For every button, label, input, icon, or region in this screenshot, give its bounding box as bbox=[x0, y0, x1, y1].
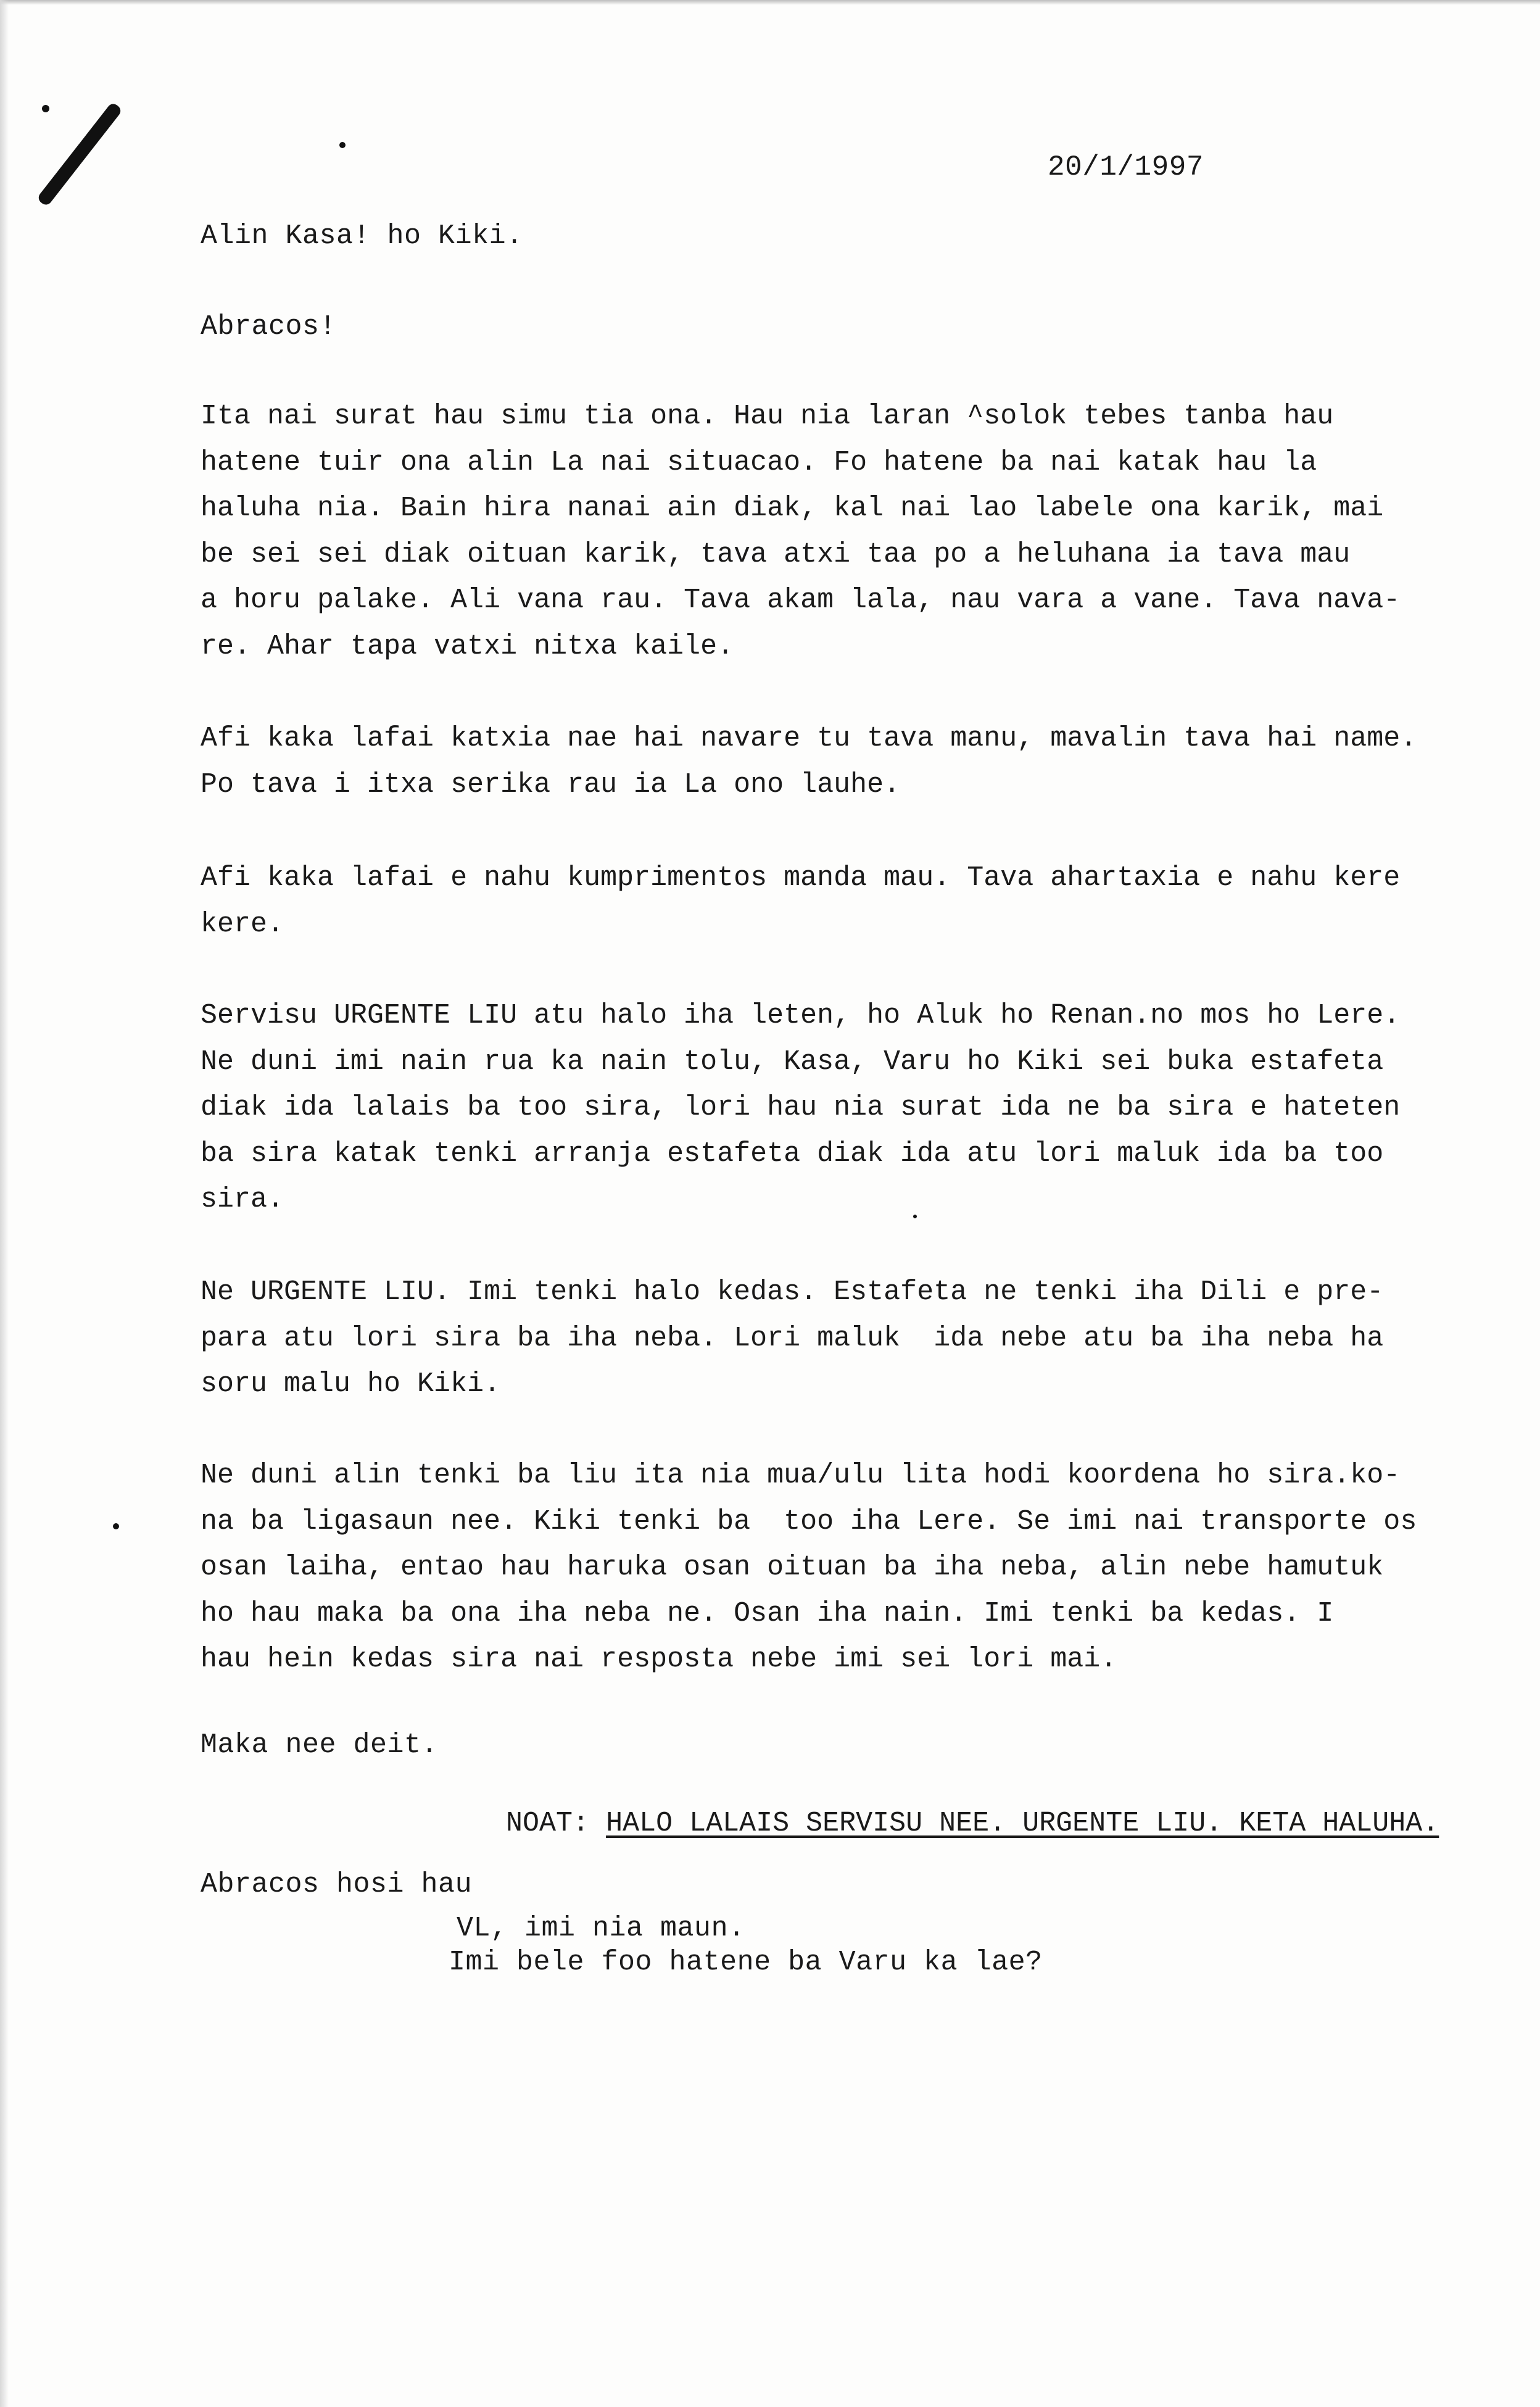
sign-off: Abracos hosi hau bbox=[201, 1869, 473, 1900]
text-line: Afi kaka lafai katxia nae hai navare tu tava manu, mavalin tava hai name. bbox=[201, 723, 1417, 754]
greeting: Abracos! bbox=[201, 311, 337, 343]
ink-dot-mark bbox=[113, 1523, 119, 1529]
paper-left-edge bbox=[0, 0, 9, 2407]
paragraph-1 bbox=[201, 394, 1521, 670]
paragraph-2 bbox=[201, 716, 1521, 808]
text-line: Ne duni alin tenki ba liu ita nia mua/ulu lita hodi koordena ho sira.ko- bbox=[201, 1460, 1401, 1491]
text-line: para atu lori sira ba iha neba. Lori maluk ida nebe atu ba iha neba ha bbox=[201, 1322, 1384, 1354]
text-line: a horu palake. Ali vana rau. Tava akam lala, nau vara a vane. Tava nava- bbox=[201, 584, 1401, 616]
text-line: be sei sei diak oituan karik, tava atxi taa po a heluhana ia tava mau bbox=[201, 538, 1351, 570]
letter-date: 20/1/1997 bbox=[1048, 151, 1204, 183]
ink-slash-mark bbox=[36, 101, 123, 207]
text-line: hatene tuir ona alin La nai situacao. Fo hatene ba nai katak hau la bbox=[201, 446, 1317, 478]
text-line: Servisu URGENTE LIU atu halo iha leten, ho Aluk ho Renan.no mos ho Lere. bbox=[201, 1000, 1401, 1031]
text-line: hau hein kedas sira nai resposta nebe imi sei lori mai. bbox=[201, 1644, 1117, 1675]
note-label: NOAT: bbox=[506, 1808, 606, 1839]
note-text: HALO LALAIS SERVISU NEE. URGENTE LIU. KETA HALUHA. bbox=[606, 1808, 1439, 1839]
text-line: Po tava i itxa serika rau ia La ono lauhe. bbox=[201, 768, 901, 800]
text-line: osan laiha, entao hau haruka osan oituan ba iha neba, alin nebe hamutuk bbox=[201, 1552, 1384, 1583]
text-line: na ba ligasaun nee. Kiki tenki ba too iha Lere. Se imi nai transporte os bbox=[201, 1505, 1417, 1537]
text-line: sira. bbox=[201, 1184, 284, 1215]
text-line: soru malu ho Kiki. bbox=[201, 1368, 501, 1400]
paragraph-6 bbox=[201, 1453, 1521, 1683]
text-line: ho hau maka ba ona iha neba ne. Osan iha nain. Imi tenki ba kedas. I bbox=[201, 1597, 1334, 1629]
paper-top-edge bbox=[0, 0, 1540, 5]
text-line: Ne URGENTE LIU. Imi tenki halo kedas. Estafeta ne tenki iha Dili e pre- bbox=[201, 1276, 1384, 1308]
urgent-note bbox=[439, 1776, 1439, 1871]
paragraph-5 bbox=[201, 1270, 1521, 1408]
text-line: ba sira katak tenki arranja estafeta diak ida atu lori maluk ida ba too bbox=[201, 1137, 1384, 1170]
text-line: Afi kaka lafai e nahu kumprimentos manda mau. Tava ahartaxia e nahu kere bbox=[201, 862, 1401, 894]
text-line: Ita nai surat hau simu tia ona. Hau nia laran ^solok tebes tanba hau bbox=[201, 401, 1334, 432]
text-line: kere. bbox=[201, 908, 284, 940]
ink-dot-mark bbox=[42, 105, 49, 112]
closing-line: Maka nee deit. bbox=[201, 1729, 439, 1761]
text-line: diak ida lalais ba too sira, lori hau nia surat ida ne ba sira e hateten bbox=[201, 1092, 1401, 1123]
text-line: re. Ahar tapa vatxi nitxa kaile. bbox=[201, 630, 734, 662]
text-line: Ne duni imi nain rua ka nain tolu, Kasa, Varu ho Kiki sei buka estafeta bbox=[201, 1046, 1384, 1078]
text-line: haluha nia. Bain hira nanai ain diak, kal nai lao labele ona karik, mai bbox=[201, 493, 1384, 524]
ink-dot-mark bbox=[339, 142, 346, 148]
salutation: Alin Kasa! ho Kiki. bbox=[201, 220, 523, 252]
signature-line: VL, imi nia maun. bbox=[457, 1913, 745, 1944]
paragraph-4 bbox=[201, 993, 1521, 1223]
paragraph-3 bbox=[201, 855, 1521, 947]
postscript-question: Imi bele foo hatene ba Varu ka lae? bbox=[449, 1947, 1043, 1978]
